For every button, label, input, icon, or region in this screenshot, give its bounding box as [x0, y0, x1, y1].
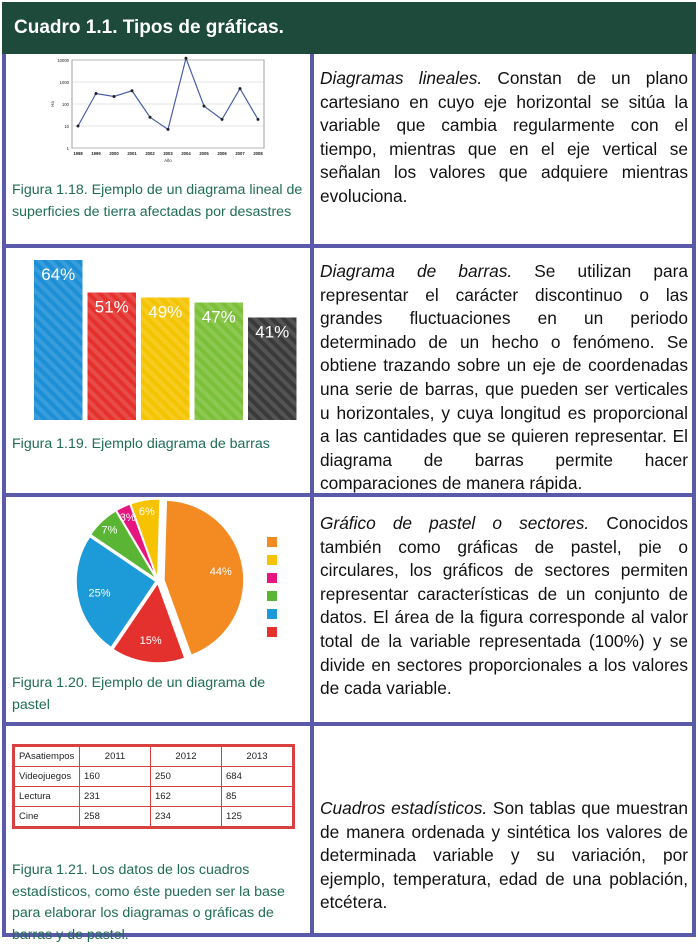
- pie-label: 44%: [209, 565, 232, 578]
- data-point: [113, 95, 116, 98]
- term-heading: Diagramas lineales.: [320, 68, 483, 88]
- legend-swatch: [267, 591, 277, 601]
- x-tick-label: 2006: [217, 151, 227, 156]
- text-cell-table: [314, 797, 694, 915]
- table-cell: 160: [80, 767, 151, 787]
- legend-swatch: [267, 537, 277, 547]
- data-point: [149, 116, 152, 119]
- pie-label: 25%: [88, 587, 111, 600]
- table-cell: 162: [151, 787, 222, 807]
- pie-label: 6%: [138, 506, 155, 519]
- y-tick-label: 10000: [57, 58, 69, 63]
- data-point: [185, 57, 188, 60]
- bar-label: 64%: [41, 265, 76, 284]
- data-point: [77, 125, 80, 128]
- text-cell-line: [314, 67, 694, 209]
- table-cell: 684: [222, 767, 293, 787]
- page-title: Cuadro 1.1. Tipos de gráficas.: [2, 2, 696, 54]
- figure-cell-bar: [6, 248, 310, 493]
- x-tick-label: 1998: [73, 151, 83, 156]
- table-cell: 125: [222, 807, 293, 827]
- text-cell-bar: [314, 260, 694, 496]
- description-text: Constan de un plano cartesiano en cuyo eje horizontal se sitúa la variable que cambia regularmente con el tiempo, mientras que en el eje vertical se señalan los valores que adquiere mientras evoluciona.: [320, 68, 688, 206]
- bar-chart: [12, 248, 304, 424]
- table-cell: 231: [80, 787, 151, 807]
- figure-cell-table: [6, 744, 310, 943]
- bar-label: 51%: [94, 297, 129, 317]
- table-cell: Videojuegos: [15, 767, 80, 787]
- table-cell: 250: [151, 767, 222, 787]
- y-tick-label: 10: [64, 124, 69, 129]
- x-tick-label: 2003: [163, 151, 173, 156]
- line-chart: [30, 56, 322, 180]
- x-tick-label: 2002: [145, 151, 155, 156]
- data-point: [203, 105, 206, 108]
- x-tick-label: 2000: [109, 151, 119, 156]
- table-header-cell: 2012: [151, 747, 222, 767]
- x-axis-label: Año: [164, 158, 172, 163]
- stats-table: [14, 746, 293, 827]
- table-row: [15, 787, 293, 807]
- row-divider: [2, 722, 696, 726]
- table-header-cell: 2011: [80, 747, 151, 767]
- pie-label: 7%: [101, 524, 118, 537]
- table-row: [15, 767, 293, 787]
- description-text: Se utilizan para representar el carácter discontinuo o las grandes fluctuaciones en un periodo determinado de un hecho o fenómeno. Se obtiene trazando sobre un eje de coordenadas una serie de barras, que pueden ser verticales u horizontales, y cuya longitud es proporcional a las cantidades que se quieren representar. El diagrama de barras permite hacer comparaciones de manera rápida.: [320, 261, 688, 494]
- figure-cell-pie: [6, 497, 310, 722]
- y-tick-label: 1: [66, 146, 69, 151]
- x-tick-label: 1999: [91, 151, 101, 156]
- legend-swatch: [267, 555, 277, 565]
- figure-caption: Figura 1.19. Ejemplo diagrama de barras: [12, 436, 270, 452]
- term-heading: Gráfico de pastel o sectores.: [320, 513, 590, 533]
- x-tick-label: 2007: [235, 151, 245, 156]
- table-cell: 258: [80, 807, 151, 827]
- term-heading: Cuadros estadísticos.: [320, 798, 488, 818]
- bar-label: 49%: [148, 302, 183, 322]
- table-row: [15, 807, 293, 827]
- pie-label: 15%: [139, 635, 162, 648]
- x-tick-label: 2004: [181, 151, 191, 156]
- bar-stripes: [34, 260, 83, 420]
- bar-label: 41%: [255, 322, 290, 342]
- table-header-cell: PAsatiempos: [15, 747, 80, 767]
- data-point: [221, 118, 224, 121]
- x-tick-label: 2005: [199, 151, 209, 156]
- stats-table-box: [12, 744, 295, 829]
- data-point: [257, 118, 260, 121]
- figure-caption: Figura 1.20. Ejemplo de un diagrama de pastel: [12, 675, 266, 713]
- y-tick-label: 1000: [59, 80, 69, 85]
- data-point: [167, 128, 170, 131]
- description-text: Son tablas que muestran de manera ordenada y sintética los valores de determinada variable y su variación, por ejemplo, temperatura, edad de una población, etcétera.: [320, 798, 689, 913]
- figure-caption: Figura 1.18. Ejemplo de un diagrama lineal de superficies de tierra afectadas por desastres: [12, 182, 303, 220]
- legend-swatch: [267, 573, 277, 583]
- legend-swatch: [267, 609, 277, 619]
- table-header-row: [15, 747, 293, 767]
- term-heading: Diagrama de barras.: [320, 261, 513, 281]
- description-text: Conocidos también como gráficas de pastel, pie o circulares, los gráficos de sectores permiten representar características de un conjunto de datos. El área de la figura corresponde al valor total de la variable representada (100%) y se divide en sectores proporcionales a los valores de cada variable.: [320, 513, 688, 699]
- table-cell: Lectura: [15, 787, 80, 807]
- legend-swatch: [267, 627, 277, 637]
- data-point: [95, 92, 98, 95]
- table-cell: 234: [151, 807, 222, 827]
- x-tick-label: 2001: [127, 151, 137, 156]
- y-axis-label: Ha: [50, 101, 55, 107]
- figure-caption: Figura 1.21. Los datos de los cuadros estadísticos, como éste pueden ser la base para elaborar los diagramas o gráficas de barras y de pastel.: [12, 862, 285, 943]
- pie-chart: [12, 497, 304, 673]
- data-point: [239, 87, 242, 90]
- text-cell-pie: [314, 512, 694, 701]
- figure-cell-line: [6, 56, 310, 244]
- bar-label: 47%: [201, 307, 236, 327]
- table-header-cell: 2013: [222, 747, 293, 767]
- table-cell: 85: [222, 787, 293, 807]
- y-tick-label: 100: [62, 102, 69, 107]
- data-point: [131, 89, 134, 92]
- x-tick-label: 2008: [253, 151, 263, 156]
- table-cell: Cine: [15, 807, 80, 827]
- pie-label: 3%: [119, 511, 136, 524]
